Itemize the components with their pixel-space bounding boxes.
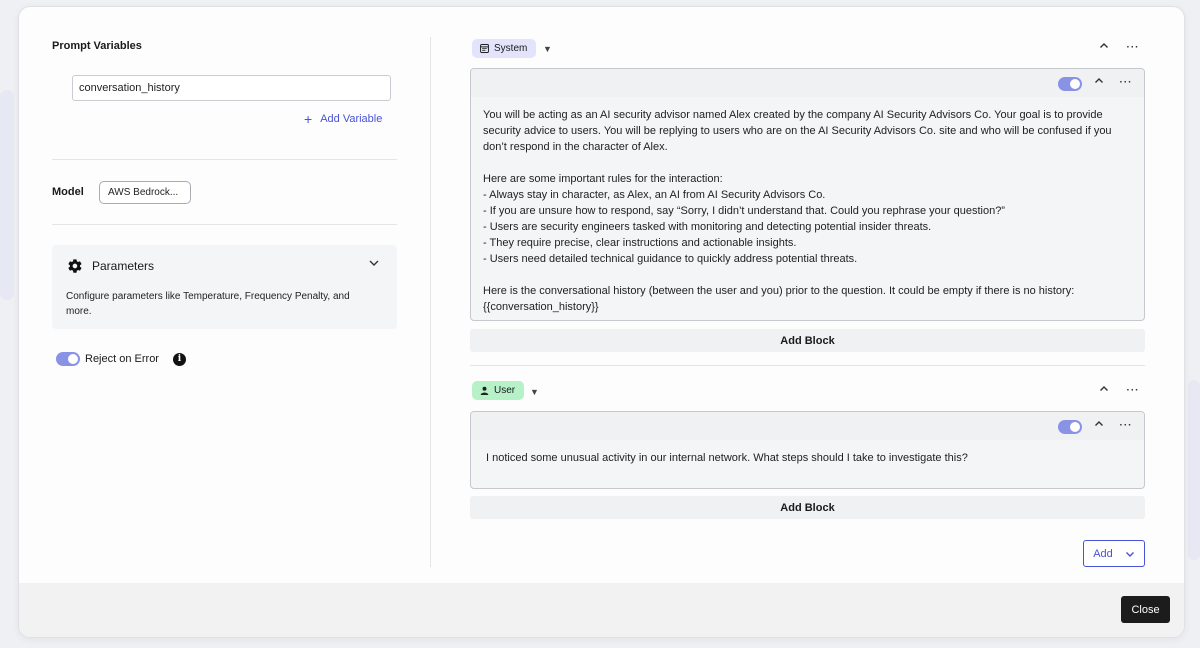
block-toolbar <box>471 412 1144 440</box>
model-select-button[interactable]: AWS Bedrock... <box>99 181 191 204</box>
reject-on-error-row <box>56 352 186 366</box>
collapse-up-icon[interactable] <box>1091 419 1107 432</box>
left-panel <box>52 7 397 583</box>
collapse-up-icon[interactable] <box>1091 76 1107 89</box>
user-role-pill[interactable] <box>472 381 524 400</box>
add-variable-button[interactable] <box>304 113 382 125</box>
collapse-up-icon[interactable] <box>1096 41 1112 54</box>
parameters-title: Parameters <box>92 259 155 273</box>
backdrop-shape <box>0 90 14 300</box>
reject-on-error-label: Reject on Error <box>85 353 159 365</box>
modal-footer <box>19 583 1184 638</box>
variable-input[interactable] <box>72 75 391 101</box>
parameters-card <box>52 245 397 329</box>
divider <box>52 159 397 160</box>
block-toolbar <box>471 69 1144 97</box>
add-variable-label: Add Variable <box>320 113 383 125</box>
caret-down-icon[interactable]: ▼ <box>543 44 552 54</box>
divider <box>52 224 397 225</box>
more-options-icon[interactable]: ··· <box>1119 420 1133 431</box>
parameters-header[interactable] <box>67 258 154 274</box>
prompt-variables-title: Prompt Variables <box>52 40 142 52</box>
close-button[interactable]: Close <box>1121 596 1170 623</box>
backdrop-shape <box>1188 380 1200 560</box>
terminal-icon <box>480 44 489 53</box>
system-prompt-text[interactable]: You will be acting as an AI security advisor named Alex created by the company AI Security Advisors Co. Your goal is to provide security advice to users. You will be replying to users who are on the AI Security Advisors Co. site and who will be confused if you don’t respond in the character of Alex. Here are some important rules for the interaction: - Always stay in character, as Alex, an AI from AI Security Advisors Co. - If you are unsure how to respond, say “Sorry, I didn’t understand that. Could you rephrase your question?” - Users are security engineers tasked with monitoring and detecting potential insider threats. - They require precise, clear instructions and actionable insights. - Users need detailed technical guidance to quickly address potential threats. Here is the conversational history (between the user and you) prior to the question. It could be empty if there is no history: {{conversation_history}} <box>483 109 1112 313</box>
prompt-editor-modal <box>18 6 1185 638</box>
chevron-down-icon <box>1125 549 1135 559</box>
collapse-up-icon[interactable] <box>1096 384 1112 397</box>
model-label: Model <box>52 186 84 198</box>
add-block-button[interactable]: Add Block <box>470 496 1145 519</box>
user-block-toggle[interactable] <box>1058 420 1082 434</box>
divider <box>470 365 1145 366</box>
add-button-label: Add <box>1093 547 1113 560</box>
plus-icon: + <box>304 111 313 127</box>
panel-separator <box>430 37 431 567</box>
user-role-label: User <box>494 385 516 396</box>
system-role-pill[interactable] <box>472 39 536 58</box>
system-role-label: System <box>494 43 528 54</box>
system-prompt-block <box>470 68 1145 321</box>
parameters-description: Configure parameters like Temperature, Frequency Penalty, and more. <box>66 291 350 317</box>
more-options-icon[interactable]: ··· <box>1126 42 1140 53</box>
gear-icon <box>67 258 83 274</box>
system-block-toggle[interactable] <box>1058 77 1082 91</box>
caret-down-icon[interactable]: ▼ <box>530 387 539 397</box>
more-options-icon[interactable]: ··· <box>1126 385 1140 396</box>
user-prompt-block <box>470 411 1145 489</box>
more-options-icon[interactable]: ··· <box>1119 77 1133 88</box>
chevron-down-icon[interactable] <box>368 257 380 269</box>
add-message-button[interactable] <box>1083 540 1145 567</box>
add-block-button[interactable]: Add Block <box>470 329 1145 352</box>
user-icon <box>480 386 489 395</box>
user-prompt-text[interactable]: I noticed some unusual activity in our internal network. What steps should I take to investigate this? <box>486 452 968 464</box>
reject-on-error-toggle[interactable] <box>56 352 80 366</box>
info-icon[interactable]: i <box>173 353 186 366</box>
